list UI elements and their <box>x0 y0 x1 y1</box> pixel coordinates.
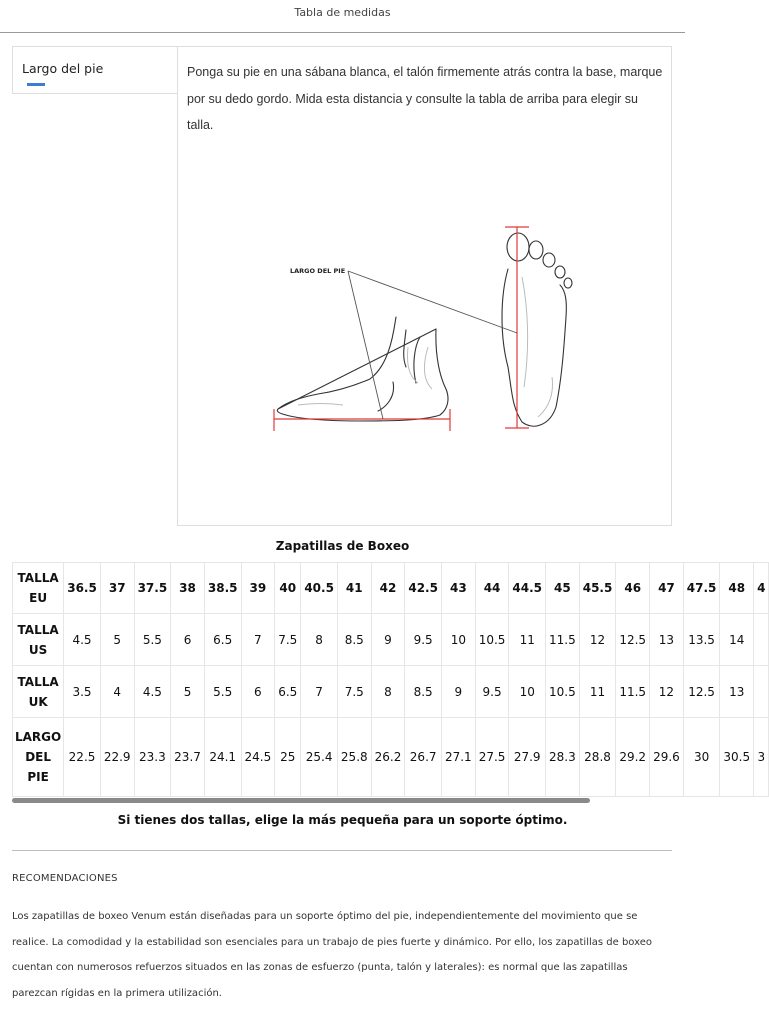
table-cell: 5.5 <box>134 614 171 666</box>
table-cell: 11.5 <box>546 614 580 666</box>
table-cell: 10.5 <box>546 666 580 718</box>
table-cell: 14 <box>720 614 754 666</box>
table-cell: 45 <box>546 563 580 614</box>
table-cell: 8 <box>301 614 338 666</box>
table-cell: 13 <box>650 614 684 666</box>
table-cell: 40 <box>275 563 301 614</box>
table-cell: 37 <box>100 563 134 614</box>
table-cell: 44 <box>475 563 509 614</box>
size-table-scroll-area[interactable] <box>12 562 766 798</box>
foot-measure-diagram <box>178 47 673 527</box>
table-cell: 12 <box>579 614 616 666</box>
table-cell: 27.9 <box>509 718 546 797</box>
table-cell: 4 <box>100 666 134 718</box>
table-cell: 26.2 <box>371 718 405 797</box>
table-cell: 8 <box>371 666 405 718</box>
table-cell: 24.1 <box>204 718 241 797</box>
table-cell: 11 <box>579 666 616 718</box>
section-divider <box>12 850 672 851</box>
table-cell: 12.5 <box>683 666 720 718</box>
table-cell: 41 <box>337 563 371 614</box>
table-cell: 23.7 <box>171 718 205 797</box>
table-cell: 27.1 <box>441 718 475 797</box>
table-cell: 7 <box>301 666 338 718</box>
tab-active-indicator <box>27 83 45 86</box>
table-cell: 11.5 <box>616 666 650 718</box>
table-cell <box>754 666 769 718</box>
row-header: LARGO DEL PIE <box>13 718 64 797</box>
size-table <box>12 562 769 797</box>
table-cell: 13.5 <box>683 614 720 666</box>
table-cell: 29.6 <box>650 718 684 797</box>
table-cell: 22.5 <box>64 718 101 797</box>
table-title: Zapatillas de Boxeo <box>275 539 410 553</box>
table-cell: 5 <box>100 614 134 666</box>
table-cell: 13 <box>720 666 754 718</box>
recommendations-text: Los zapatillas de boxeo Venum están diseñadas para un soporte óptimo del pie, independientemente del movimiento que se realice. La comodidad y la estabilidad son esenciales para un trabajo de pies fuerte y dinámico. Por ello, los zapatillas de boxeo cuentan con numerosos refuerzos situados en las zonas de esfuerzo (punta, talón y laterales): es normal que las zapatillas parezcan rígidas en la primera utilización. <box>12 911 652 999</box>
table-cell: 37.5 <box>134 563 171 614</box>
size-advice: Si tienes dos tallas, elige la más pequeña para un soporte óptimo. <box>117 813 568 827</box>
table-cell: 46 <box>616 563 650 614</box>
table-cell: 27.5 <box>475 718 509 797</box>
table-cell: 25 <box>275 718 301 797</box>
row-header: TALLA US <box>13 614 64 666</box>
diagram-label: LARGO DEL PIE <box>290 267 346 275</box>
table-cell: 5.5 <box>204 666 241 718</box>
recommendations-title: RECOMENDACIONES <box>12 873 118 884</box>
table-cell: 3.5 <box>64 666 101 718</box>
table-cell: 3 <box>754 718 769 797</box>
table-cell: 6.5 <box>204 614 241 666</box>
table-cell: 9 <box>371 614 405 666</box>
table-row <box>13 666 769 718</box>
table-cell: 24.5 <box>241 718 275 797</box>
table-cell: 6 <box>241 666 275 718</box>
table-cell: 7.5 <box>275 614 301 666</box>
table-cell: 26.7 <box>405 718 442 797</box>
table-cell <box>754 614 769 666</box>
table-cell: 43 <box>441 563 475 614</box>
table-cell: 38.5 <box>204 563 241 614</box>
table-cell: 30.5 <box>720 718 754 797</box>
table-cell: 10 <box>441 614 475 666</box>
table-cell: 9 <box>441 666 475 718</box>
table-cell: 36.5 <box>64 563 101 614</box>
table-cell: 22.9 <box>100 718 134 797</box>
table-cell: 40.5 <box>301 563 338 614</box>
table-cell: 42 <box>371 563 405 614</box>
table-cell: 28.3 <box>546 718 580 797</box>
tab-content <box>177 46 672 526</box>
table-cell: 6.5 <box>275 666 301 718</box>
table-cell: 47 <box>650 563 684 614</box>
table-cell: 9.5 <box>405 614 442 666</box>
row-header: TALLA EU <box>13 563 64 614</box>
table-cell: 44.5 <box>509 563 546 614</box>
table-cell: 10.5 <box>475 614 509 666</box>
table-cell: 39 <box>241 563 275 614</box>
table-cell: 29.2 <box>616 718 650 797</box>
table-row <box>13 563 769 614</box>
table-cell: 47.5 <box>683 563 720 614</box>
table-cell: 7 <box>241 614 275 666</box>
table-cell: 9.5 <box>475 666 509 718</box>
table-cell: 30 <box>683 718 720 797</box>
tab-largo-del-pie[interactable] <box>12 46 178 94</box>
row-header: TALLA UK <box>13 666 64 718</box>
table-cell: 5 <box>171 666 205 718</box>
tab-label: Largo del pie <box>22 61 104 76</box>
table-cell: 12 <box>650 666 684 718</box>
table-cell: 12.5 <box>616 614 650 666</box>
table-cell: 23.3 <box>134 718 171 797</box>
table-cell: 4 <box>754 563 769 614</box>
table-cell: 6 <box>171 614 205 666</box>
table-cell: 28.8 <box>579 718 616 797</box>
table-cell: 38 <box>171 563 205 614</box>
table-cell: 25.4 <box>301 718 338 797</box>
table-row <box>13 614 769 666</box>
page-title: Tabla de medidas <box>0 0 685 33</box>
table-cell: 42.5 <box>405 563 442 614</box>
table-cell: 11 <box>509 614 546 666</box>
table-cell: 25.8 <box>337 718 371 797</box>
table-cell: 4.5 <box>64 614 101 666</box>
table-horizontal-scrollbar[interactable] <box>12 798 590 803</box>
table-cell: 10 <box>509 666 546 718</box>
table-cell: 8.5 <box>337 614 371 666</box>
instructions-text: Ponga su pie en una sábana blanca, el talón firmemente atrás contra la base, marque por su dedo gordo. Mida esta distancia y consulte la tabla de arriba para elegir su talla. <box>187 65 663 132</box>
table-cell: 48 <box>720 563 754 614</box>
table-cell: 4.5 <box>134 666 171 718</box>
table-cell: 7.5 <box>337 666 371 718</box>
table-cell: 8.5 <box>405 666 442 718</box>
table-row <box>13 718 769 797</box>
table-cell: 45.5 <box>579 563 616 614</box>
